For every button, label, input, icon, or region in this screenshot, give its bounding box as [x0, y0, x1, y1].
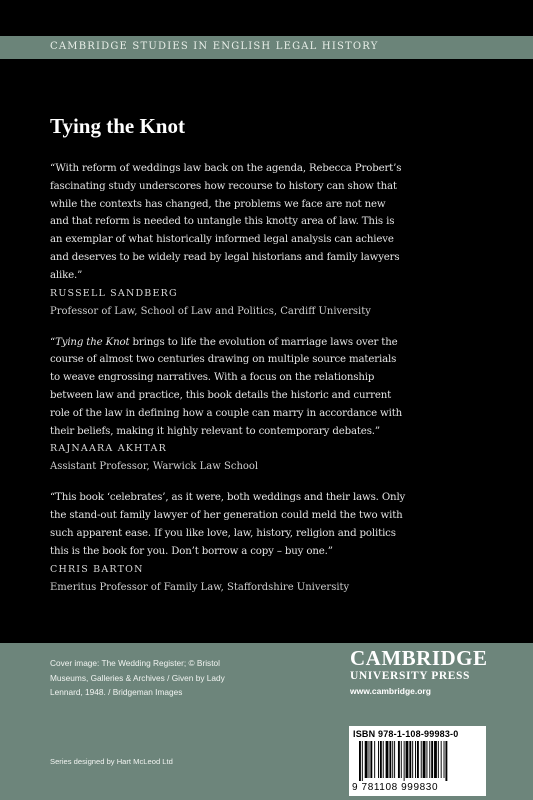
series-band: [0, 36, 533, 59]
quote-line: their beliefs, making it highly relevant to contemporary debates.”: [50, 425, 380, 437]
publisher-logo-press: UNIVERSITY PRESS: [350, 670, 471, 682]
reviews: [50, 160, 486, 596]
quote-line: between law and practice, this book details the historic and current: [50, 389, 392, 401]
publisher-logo-name: CAMBRIDGE: [350, 646, 488, 670]
reviewer-affiliation: Emeritus Professor of Family Law, Staffordshire University: [50, 581, 350, 593]
quote-line: and that reform is needed to untangle this knotty area of law. This is: [50, 216, 395, 228]
credit-line: Lennard, 1948. / Bridgeman Images: [50, 687, 183, 697]
quote-line: “With reform of weddings law back on the agenda, Rebecca Probert’s: [50, 163, 402, 174]
quote-line: and deserves to be widely read by legal historians and family lawyers: [50, 251, 400, 263]
bottom-band: [0, 643, 533, 800]
quote-line: course of almost two centuries drawing on multiple source materials: [50, 354, 397, 366]
review-1: [50, 160, 486, 320]
review-quote: [50, 334, 486, 441]
publisher-url: www.cambridge.org: [350, 686, 431, 696]
quote-line: an exemplar of what historically informed legal analysis can achieve: [50, 234, 394, 246]
cover-image-credit: [50, 656, 262, 700]
quote-line: role of the law in defining how a couple can marry in accordance with: [50, 407, 403, 419]
quoted-book-title: Tying the Knot: [55, 336, 130, 348]
quote-open-mark: “: [50, 336, 56, 348]
barcode-icon: [359, 741, 477, 781]
barcode-digits: 9 781108 999830: [352, 782, 439, 793]
quote-line: the stand-out family lawyer of her generation could meld the two with: [50, 510, 403, 522]
review-quote: [50, 160, 486, 285]
quote-line: “This book ‘celebrates’, as it were, both weddings and their laws. Only: [50, 492, 406, 504]
book-title: Tying the Knot: [50, 114, 185, 138]
credit-line: Museums, Galleries & Archives / Given by Lady: [50, 672, 225, 683]
quote-line: such apparent ease. If you like love, law, history, religion and politics: [50, 527, 396, 539]
review-2: [50, 334, 486, 476]
credit-line: Cover image: The Wedding Register; © Bristol: [50, 658, 220, 668]
review-3: [50, 489, 486, 595]
series-designer-credit: Series designed by Hart McLeod Ltd: [50, 757, 173, 766]
review-quote: [50, 489, 486, 560]
quote-line: fascinating study underscores how recourse to history can show that: [50, 180, 397, 192]
reviewer-name: RAJNAARA AKHTAR: [50, 443, 167, 455]
reviewer-name: RUSSELL SANDBERG: [50, 287, 178, 299]
quote-line: brings to life the evolution of marriage laws over the: [129, 336, 398, 348]
quote-line: while the contexts has changed, the problems we face are not new: [50, 198, 386, 210]
series-title: CAMBRIDGE STUDIES IN ENGLISH LEGAL HISTORY: [50, 41, 379, 52]
reviewer-affiliation: Assistant Professor, Warwick Law School: [50, 461, 259, 473]
isbn-number: ISBN 978-1-108-99983-0: [353, 729, 459, 739]
reviewer-affiliation: Professor of Law, School of Law and Politics, Cardiff University: [50, 305, 371, 317]
quote-line: alike.”: [50, 269, 83, 281]
quote-line: this is the book for you. Don’t borrow a copy – buy one.”: [50, 545, 333, 557]
reviewer-name: CHRIS BARTON: [50, 563, 144, 575]
quote-line: to weave engrossing narratives. With a focus on the relationship: [50, 372, 375, 384]
isbn-barcode: [349, 726, 486, 796]
